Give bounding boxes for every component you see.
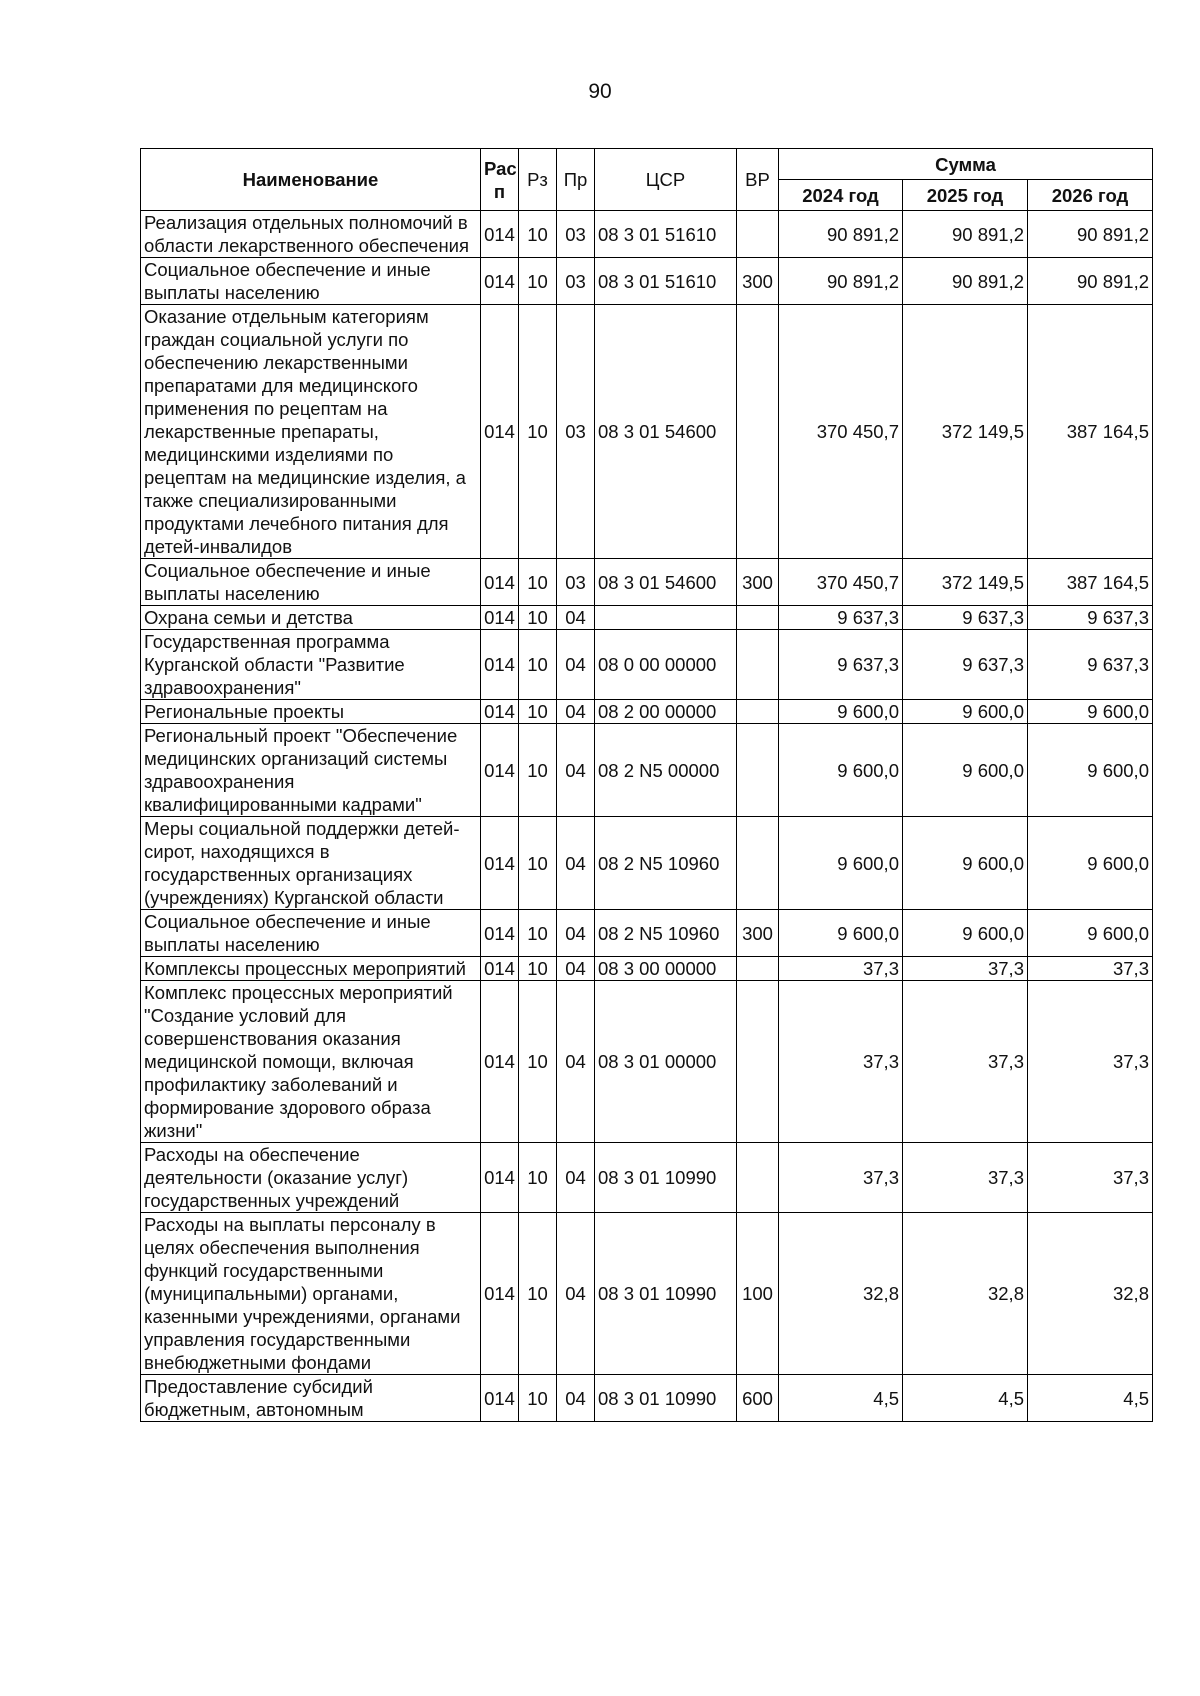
row-rasp: 014 [481,630,519,700]
row-2025: 372 149,5 [903,305,1028,559]
row-rz: 10 [519,606,557,630]
table-row [141,957,1153,981]
row-rz: 10 [519,981,557,1143]
row-vr: 300 [737,910,779,957]
row-pr: 04 [557,1143,595,1213]
row-vr [737,817,779,910]
row-pr: 04 [557,981,595,1143]
row-2026: 37,3 [1028,957,1153,981]
row-2026: 9 600,0 [1028,910,1153,957]
row-rasp: 014 [481,1213,519,1375]
table-row [141,559,1153,606]
row-2025: 32,8 [903,1213,1028,1375]
row-2026: 37,3 [1028,981,1153,1143]
row-pr: 04 [557,1375,595,1422]
table-row [141,1213,1153,1375]
row-csr: 08 2 N5 00000 [595,724,737,817]
header-2025: 2025 год [903,180,1028,211]
table-header-row [141,149,1153,180]
row-name: Комплекс процессных мероприятий "Создание условий для совершенствования оказания медицинской помощи, включая профилактику заболеваний и формирование здорового образа жизни" [141,981,481,1143]
row-pr: 04 [557,700,595,724]
table-row [141,305,1153,559]
row-rz: 10 [519,957,557,981]
header-pr: Пр [557,149,595,211]
row-2024: 9 600,0 [779,910,903,957]
row-2025: 4,5 [903,1375,1028,1422]
header-2024: 2024 год [779,180,903,211]
row-rz: 10 [519,1375,557,1422]
row-csr: 08 3 01 00000 [595,981,737,1143]
table-row [141,1143,1153,1213]
row-2025: 90 891,2 [903,258,1028,305]
row-name: Социальное обеспечение и иные выплаты населению [141,910,481,957]
row-2025: 9 637,3 [903,630,1028,700]
row-rasp: 014 [481,700,519,724]
row-name: Расходы на выплаты персоналу в целях обеспечения выполнения функций государственными (муниципальными) органами, казенными учреждениями, органами управления государственными внебюджетными фондами [141,1213,481,1375]
row-name: Охрана семьи и детства [141,606,481,630]
row-2024: 9 600,0 [779,700,903,724]
header-vr: ВР [737,149,779,211]
header-sum: Сумма [779,149,1153,180]
row-2024: 37,3 [779,1143,903,1213]
row-2025: 9 637,3 [903,606,1028,630]
row-rz: 10 [519,559,557,606]
table-row [141,211,1153,258]
row-name: Предоставление субсидий бюджетным, автономным [141,1375,481,1422]
row-csr: 08 3 01 51610 [595,211,737,258]
row-pr: 04 [557,630,595,700]
row-rasp: 014 [481,1143,519,1213]
row-csr: 08 2 N5 10960 [595,910,737,957]
row-rasp: 014 [481,724,519,817]
header-csr: ЦСР [595,149,737,211]
row-rasp: 014 [481,957,519,981]
row-vr [737,305,779,559]
row-2024: 37,3 [779,957,903,981]
page-number: 90 [588,80,612,103]
row-pr: 04 [557,957,595,981]
row-rasp: 014 [481,211,519,258]
row-2025: 90 891,2 [903,211,1028,258]
row-csr: 08 2 N5 10960 [595,817,737,910]
row-csr: 08 3 01 54600 [595,559,737,606]
row-rz: 10 [519,910,557,957]
row-2025: 37,3 [903,957,1028,981]
row-rz: 10 [519,258,557,305]
row-2026: 9 637,3 [1028,606,1153,630]
row-2026: 32,8 [1028,1213,1153,1375]
row-rasp: 014 [481,559,519,606]
row-csr: 08 3 00 00000 [595,957,737,981]
row-name: Комплексы процессных мероприятий [141,957,481,981]
table-row [141,724,1153,817]
row-2025: 9 600,0 [903,910,1028,957]
row-2025: 9 600,0 [903,700,1028,724]
row-csr: 08 3 01 54600 [595,305,737,559]
row-rasp: 014 [481,981,519,1143]
row-vr [737,981,779,1143]
row-2025: 9 600,0 [903,724,1028,817]
row-2026: 9 637,3 [1028,630,1153,700]
row-rasp: 014 [481,305,519,559]
row-2024: 9 637,3 [779,606,903,630]
table-row [141,817,1153,910]
row-pr: 04 [557,724,595,817]
row-2024: 9 637,3 [779,630,903,700]
row-2024: 9 600,0 [779,817,903,910]
table-row [141,981,1153,1143]
row-2024: 32,8 [779,1213,903,1375]
row-2024: 370 450,7 [779,559,903,606]
table-row [141,606,1153,630]
row-2025: 372 149,5 [903,559,1028,606]
row-rz: 10 [519,211,557,258]
row-vr: 300 [737,258,779,305]
row-2024: 4,5 [779,1375,903,1422]
row-rz: 10 [519,305,557,559]
row-vr: 600 [737,1375,779,1422]
row-2026: 37,3 [1028,1143,1153,1213]
row-name: Региональный проект "Обеспечение медицинских организаций системы здравоохранения квалифицированными кадрами" [141,724,481,817]
row-pr: 04 [557,606,595,630]
row-vr [737,1143,779,1213]
row-rz: 10 [519,1213,557,1375]
header-rasp: Рас п [481,149,519,211]
row-2026: 4,5 [1028,1375,1153,1422]
row-2026: 9 600,0 [1028,700,1153,724]
row-name: Расходы на обеспечение деятельности (оказание услуг) государственных учреждений [141,1143,481,1213]
row-pr: 03 [557,305,595,559]
row-name: Реализация отдельных полномочий в области лекарственного обеспечения [141,211,481,258]
row-rasp: 014 [481,606,519,630]
header-2026: 2026 год [1028,180,1153,211]
budget-table [140,148,1153,1422]
row-rasp: 014 [481,817,519,910]
row-pr: 04 [557,817,595,910]
row-pr: 04 [557,910,595,957]
row-csr: 08 3 01 10990 [595,1143,737,1213]
row-vr [737,724,779,817]
row-rz: 10 [519,1143,557,1213]
row-vr: 300 [737,559,779,606]
row-vr [737,211,779,258]
table-row [141,258,1153,305]
row-2026: 387 164,5 [1028,559,1153,606]
row-name: Региональные проекты [141,700,481,724]
row-2024: 370 450,7 [779,305,903,559]
row-rasp: 014 [481,910,519,957]
row-csr: 08 3 01 10990 [595,1375,737,1422]
row-csr: 08 3 01 51610 [595,258,737,305]
row-pr: 03 [557,559,595,606]
row-rz: 10 [519,700,557,724]
row-name: Социальное обеспечение и иные выплаты населению [141,559,481,606]
row-name: Меры социальной поддержки детей-сирот, находящихся в государственных организациях (учреждениях) Курганской области [141,817,481,910]
row-2025: 37,3 [903,1143,1028,1213]
row-2026: 9 600,0 [1028,724,1153,817]
table-row [141,1375,1153,1422]
row-rz: 10 [519,724,557,817]
row-csr: 08 0 00 00000 [595,630,737,700]
row-pr: 03 [557,211,595,258]
row-rasp: 014 [481,258,519,305]
row-name: Оказание отдельным категориям граждан социальной услуги по обеспечению лекарственными препаратами для медицинского применения по рецептам на лекарственные препараты, медицинскими изделиями по рецептам на медицинские изделия, а также специализированными продуктами лечебного питания для детей-инвалидов [141,305,481,559]
header-rz: Рз [519,149,557,211]
table-row [141,910,1153,957]
row-rz: 10 [519,630,557,700]
row-name: Государственная программа Курганской области "Развитие здравоохранения" [141,630,481,700]
row-2024: 90 891,2 [779,258,903,305]
row-csr: 08 3 01 10990 [595,1213,737,1375]
row-csr [595,606,737,630]
table-row [141,700,1153,724]
row-2024: 90 891,2 [779,211,903,258]
row-2026: 9 600,0 [1028,817,1153,910]
row-2025: 37,3 [903,981,1028,1143]
row-2025: 9 600,0 [903,817,1028,910]
row-vr [737,700,779,724]
row-2024: 9 600,0 [779,724,903,817]
row-2026: 387 164,5 [1028,305,1153,559]
header-name: Наименование [141,149,481,211]
row-rz: 10 [519,817,557,910]
table-row [141,630,1153,700]
row-vr [737,606,779,630]
row-csr: 08 2 00 00000 [595,700,737,724]
row-vr: 100 [737,1213,779,1375]
row-vr [737,957,779,981]
row-name: Социальное обеспечение и иные выплаты населению [141,258,481,305]
row-pr: 03 [557,258,595,305]
row-2024: 37,3 [779,981,903,1143]
row-2026: 90 891,2 [1028,258,1153,305]
row-2026: 90 891,2 [1028,211,1153,258]
row-vr [737,630,779,700]
row-pr: 04 [557,1213,595,1375]
row-rasp: 014 [481,1375,519,1422]
